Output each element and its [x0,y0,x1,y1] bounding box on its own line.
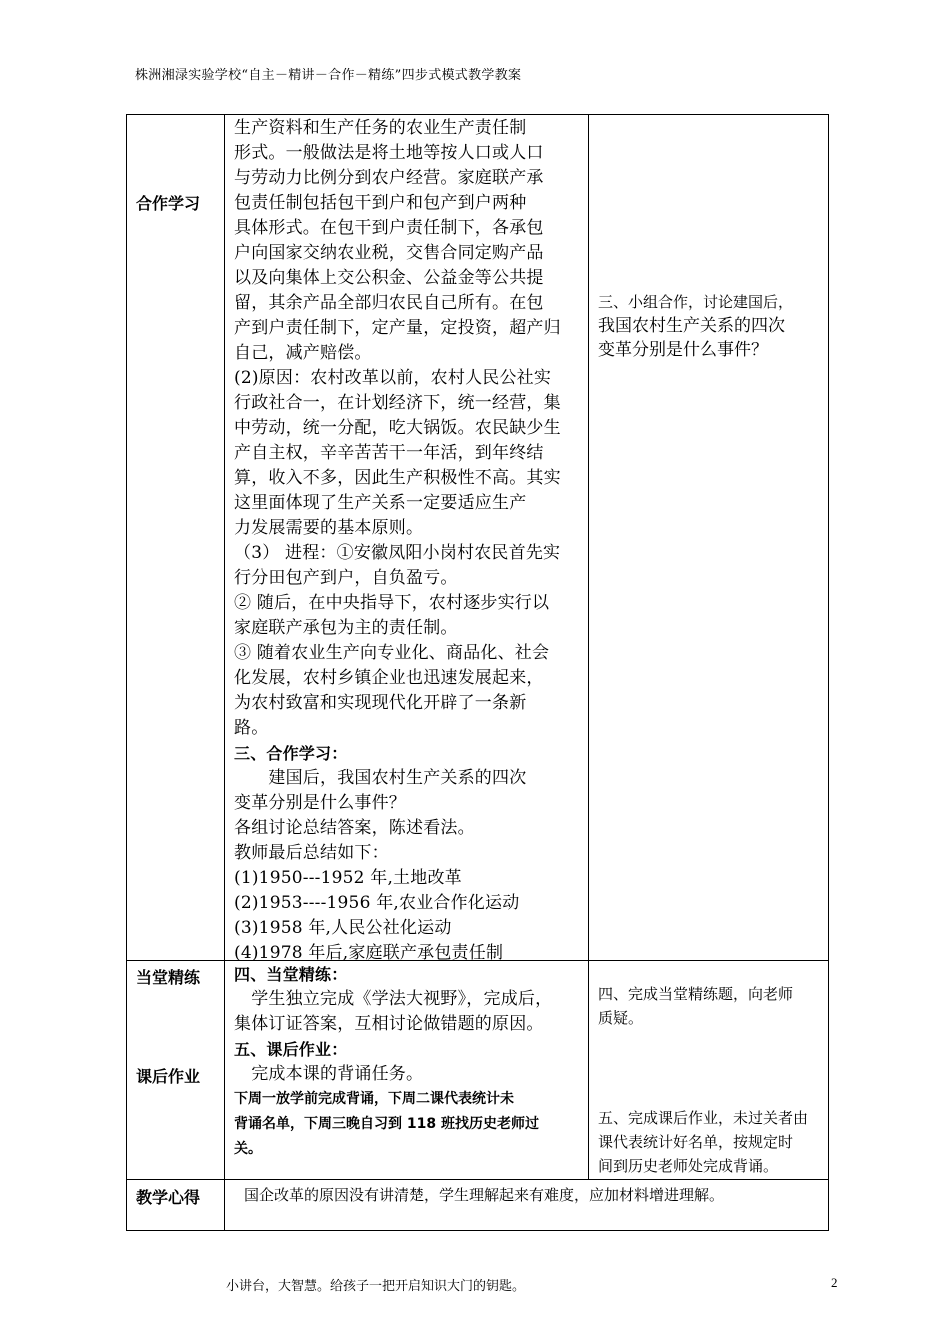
page-number: 2 [831,1275,838,1290]
question-line: 变革分别是什么事件？ [234,793,406,813]
discuss-text: 各组讨论总结答案，陈述看法。 [234,818,475,838]
student-line: 四、完成当堂精练题，向老师 [598,985,794,1003]
row-label-practice: 当堂精练 [136,968,201,987]
content-line: 力发展需要的基本原则。 [234,518,424,538]
homework-bold-line: 关。 [234,1141,262,1157]
content-line: 行政社合一，在计划经济下，统一经营，集 [234,393,561,413]
student-line: 变革分别是什么事件？ [598,340,768,360]
content-line: 具体形式。在包干到户责任制下，各承包 [234,218,544,238]
content-line: 户向国家交纳农业税，交售合同定购产品 [234,243,544,263]
row-label-homework: 课后作业 [136,1067,201,1086]
summary-item: (1)1950---1952 年,土地改革 [234,868,462,888]
content-line: （3） 进程：①安徽凤阳小岗村农民首先实 [234,543,561,563]
content-line: 算，收入不多，因此生产积极性不高。其实 [234,468,561,488]
document-header: 株洲湘渌实验学校“自主－精讲－合作－精练”四步式模式教学教案 [135,68,522,83]
content-line: 以及向集体上交公积金、公益金等公共提 [234,268,544,288]
row-label-coop: 合作学习 [136,194,201,213]
content-line: 化发展，农村乡镇企业也迅速发展起来， [234,668,544,688]
student-line: 三、小组合作，讨论建国后， [598,293,794,311]
row-divider-2 [126,1179,829,1180]
column-divider-1 [224,114,225,1231]
row-label-reflection: 教学心得 [136,1188,201,1207]
content-line: 与劳动力比例分到农户经营。家庭联产承 [234,168,544,188]
content-line: 家庭联产承包为主的责任制。 [234,618,458,638]
table-border-bottom [126,1230,829,1231]
content-line: ② 随后，在中央指导下，农村逐步实行以 [234,593,550,613]
column-divider-2 [588,114,589,1180]
reflection-text: 国企改革的原因没有讲清楚，学生理解起来有难度，应加材料增进理解。 [244,1186,725,1204]
content-line: 留，其余产品全部归农民自己所有。在包 [234,293,544,313]
student-line: 质疑。 [598,1009,644,1027]
section-title-homework: 五、课后作业： [234,1040,348,1059]
content-line: 为农村致富和实现现代化开辟了一条新 [234,693,527,713]
content-line: 自己，减产赔偿。 [234,343,372,363]
student-line: 间到历史老师处完成背诵。 [598,1157,779,1175]
summary-intro: 教师最后总结如下： [234,843,389,863]
student-line: 我国农村生产关系的四次 [598,316,785,336]
content-line: 行分田包产到户，自负盈亏。 [234,568,458,588]
footer-slogan: 小讲台，大智慧。给孩子一把开启知识大门的钥匙。 [226,1279,526,1294]
content-line: (2)原因：农村改革以前，农村人民公社实 [234,368,552,388]
coop-student-activity [598,290,826,362]
summary-item: (2)1953----1956 年,农业合作化运动 [234,893,520,913]
practice-line: 学生独立完成《学法大视野》，完成后， [234,989,553,1009]
content-line: 包责任制包括包干到户和包产到户两种 [234,193,527,213]
coop-content [234,116,586,966]
student-line: 五、完成课后作业，未过关者由 [598,1109,809,1127]
homework-bold-line: 背诵名单，下周三晚自习到 118 班找历史老师过 [234,1116,539,1132]
table-border-right [828,114,829,1231]
section-title-practice: 四、当堂精练： [234,965,348,984]
question-line: 建国后，我国农村生产关系的四次 [234,768,527,788]
content-line: 生产资料和生产任务的农业生产责任制 [234,118,527,138]
homework-student-activity [598,1106,826,1178]
content-line: 产到户责任制下，定产量，定投资，超产归 [234,318,561,338]
practice-line: 集体订证答案，互相讨论做错题的原因。 [234,1014,544,1034]
content-line: 形式。一般做法是将土地等按人口或人口 [234,143,544,163]
table-border-top [126,114,829,115]
content-line: ③ 随着农业生产向专业化、商品化、社会 [234,643,550,663]
content-line: 路。 [234,718,269,738]
homework-line: 完成本课的背诵任务。 [234,1064,424,1084]
content-line: 中劳动，统一分配，吃大锅饭。农民缺少生 [234,418,561,438]
content-line: 产自主权，辛辛苦苦干一年活，到年终结 [234,443,544,463]
section-title-coop: 三、合作学习： [234,744,348,763]
summary-item: (4)1978 年后,家庭联产承包责任制 [234,943,504,963]
summary-item: (3)1958 年,人民公社化运动 [234,918,452,938]
student-line: 课代表统计好名单，按规定时 [598,1133,794,1151]
homework-bold-line: 下周一放学前完成背诵，下周二课代表统计未 [234,1091,514,1107]
table-border-left [126,114,127,1231]
practice-homework-content [234,962,586,1162]
content-line: 这里面体现了生产关系一定要适应生产 [234,493,527,513]
practice-student-activity [598,982,826,1030]
